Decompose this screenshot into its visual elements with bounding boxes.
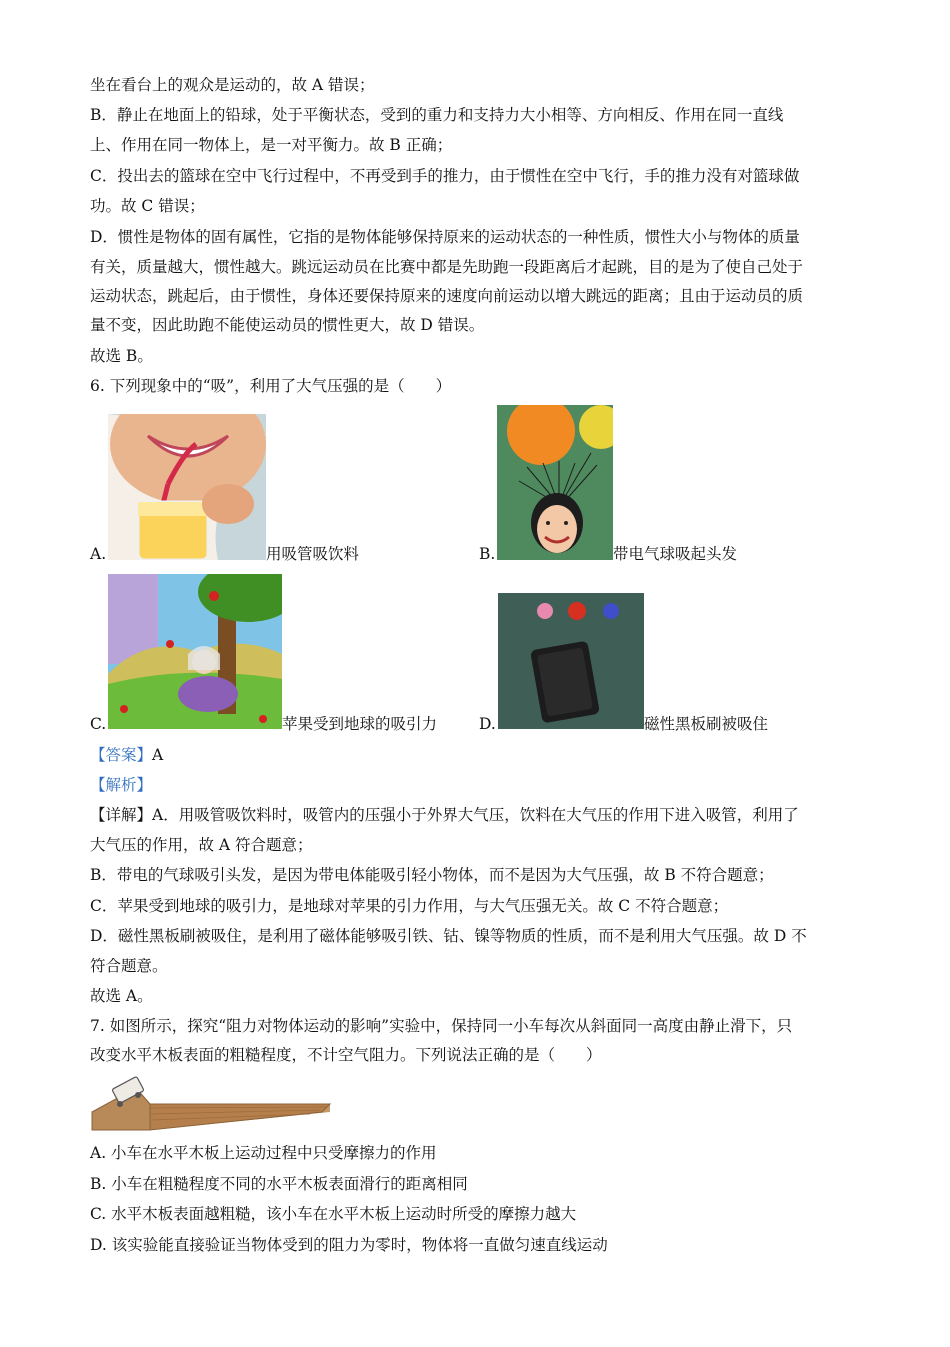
- answer-line: [90, 745, 163, 765]
- question-7-stem: 改变水平木板表面的粗糙程度，不计空气阻力。下列说法正确的是（ ）: [90, 1046, 602, 1064]
- detail-line: D．磁性黑板刷被吸住，是利用了磁体能够吸引铁、钴、镍等物质的性质，而不是利用大气压强。故 D 不: [90, 927, 807, 945]
- apple-tree-image: [108, 574, 282, 729]
- straw-drink-image: [108, 414, 266, 560]
- detail-line: 【详解】A．用吸管吸饮料时，吸管内的压强小于外界大气压，饮料在大气压的作用下进入吸管，利用了: [90, 806, 799, 824]
- text-line: 坐在看台上的观众是运动的，故 A 错误；: [90, 76, 375, 94]
- option-text: A. 小车在水平木板上运动过程中只受摩擦力的作用: [90, 1144, 437, 1162]
- option-text: D. 该实验能直接验证当物体受到的阻力为零时，物体将一直做匀速直线运动: [90, 1236, 608, 1254]
- answer-tag: 【答案】: [90, 746, 153, 764]
- text-line: 有关，质量越大，惯性越大。跳远运动员在比赛中都是先助跑一段距离后才起跳，目的是为了使自己处于: [90, 258, 804, 276]
- analysis-tag: 【解析】: [90, 776, 153, 794]
- text-line: 故选 B。: [90, 347, 153, 365]
- text-line: 量不变，因此助跑不能使运动员的惯性更大，故 D 错误。: [90, 316, 485, 334]
- question-6-stem: 6. 下列现象中的“吸”，利用了大气压强的是（ ）: [90, 377, 452, 395]
- text-line: C．投出去的篮球在空中飞行过程中，不再受到手的推力，由于惯性在空中飞行，手的推力没有对篮球做: [90, 167, 800, 185]
- text-line: 上、作用在同一物体上，是一对平衡力。故 B 正确；: [90, 136, 453, 154]
- option-text: B. 小车在粗糙程度不同的水平木板表面滑行的距离相同: [90, 1175, 468, 1193]
- text-line: 功。故 C 错误；: [90, 197, 205, 215]
- option-text: C. 水平木板表面越粗糙，该小车在水平木板上运动时所受的摩擦力越大: [90, 1205, 577, 1223]
- option-a-text: 用吸管吸饮料: [266, 545, 360, 563]
- option-c-text: 苹果受到地球的吸引力: [282, 715, 438, 733]
- answer-value: A: [152, 746, 164, 764]
- balloon-hair-image: [497, 405, 613, 560]
- detail-line: 故选 A。: [90, 987, 153, 1005]
- question-7-stem: 7. 如图所示，探究“阻力对物体运动的影响”实验中，保持同一小车每次从斜面同一高度由静止滑下，只: [90, 1017, 793, 1035]
- text-line: B．静止在地面上的铅球，处于平衡状态，受到的重力和支持力大小相等、方向相反、作用在同一直线: [90, 106, 784, 124]
- option-b-letter: B.: [479, 545, 496, 563]
- detail-line: C．苹果受到地球的吸引力，是地球对苹果的引力作用，与大气压强无关。故 C 不符合题意；: [90, 897, 729, 915]
- text-line: 运动状态，跳起后，由于惯性，身体还要保持原来的速度向前运动以增大跳远的距离；且由于运动员的质: [90, 287, 804, 305]
- option-d-letter: D.: [479, 715, 496, 733]
- option-d-text: 磁性黑板刷被吸住: [644, 715, 769, 733]
- board-eraser-image: [498, 593, 644, 729]
- option-b-text: 带电气球吸起头发: [613, 545, 738, 563]
- detail-line: 大气压的作用，故 A 符合题意；: [90, 836, 313, 854]
- text-line: D．惯性是物体的固有属性，它指的是物体能够保持原来的运动状态的一种性质，惯性大小与物体的质量: [90, 228, 800, 246]
- option-c-letter: C.: [90, 715, 107, 733]
- ramp-cart-image: [90, 1074, 332, 1132]
- option-a-letter: A.: [90, 545, 107, 563]
- detail-line: B．带电的气球吸引头发，是因为带电体能吸引轻小物体，而不是因为大气压强，故 B 不符合题意；: [90, 866, 774, 884]
- detail-line: 符合题意。: [90, 957, 168, 975]
